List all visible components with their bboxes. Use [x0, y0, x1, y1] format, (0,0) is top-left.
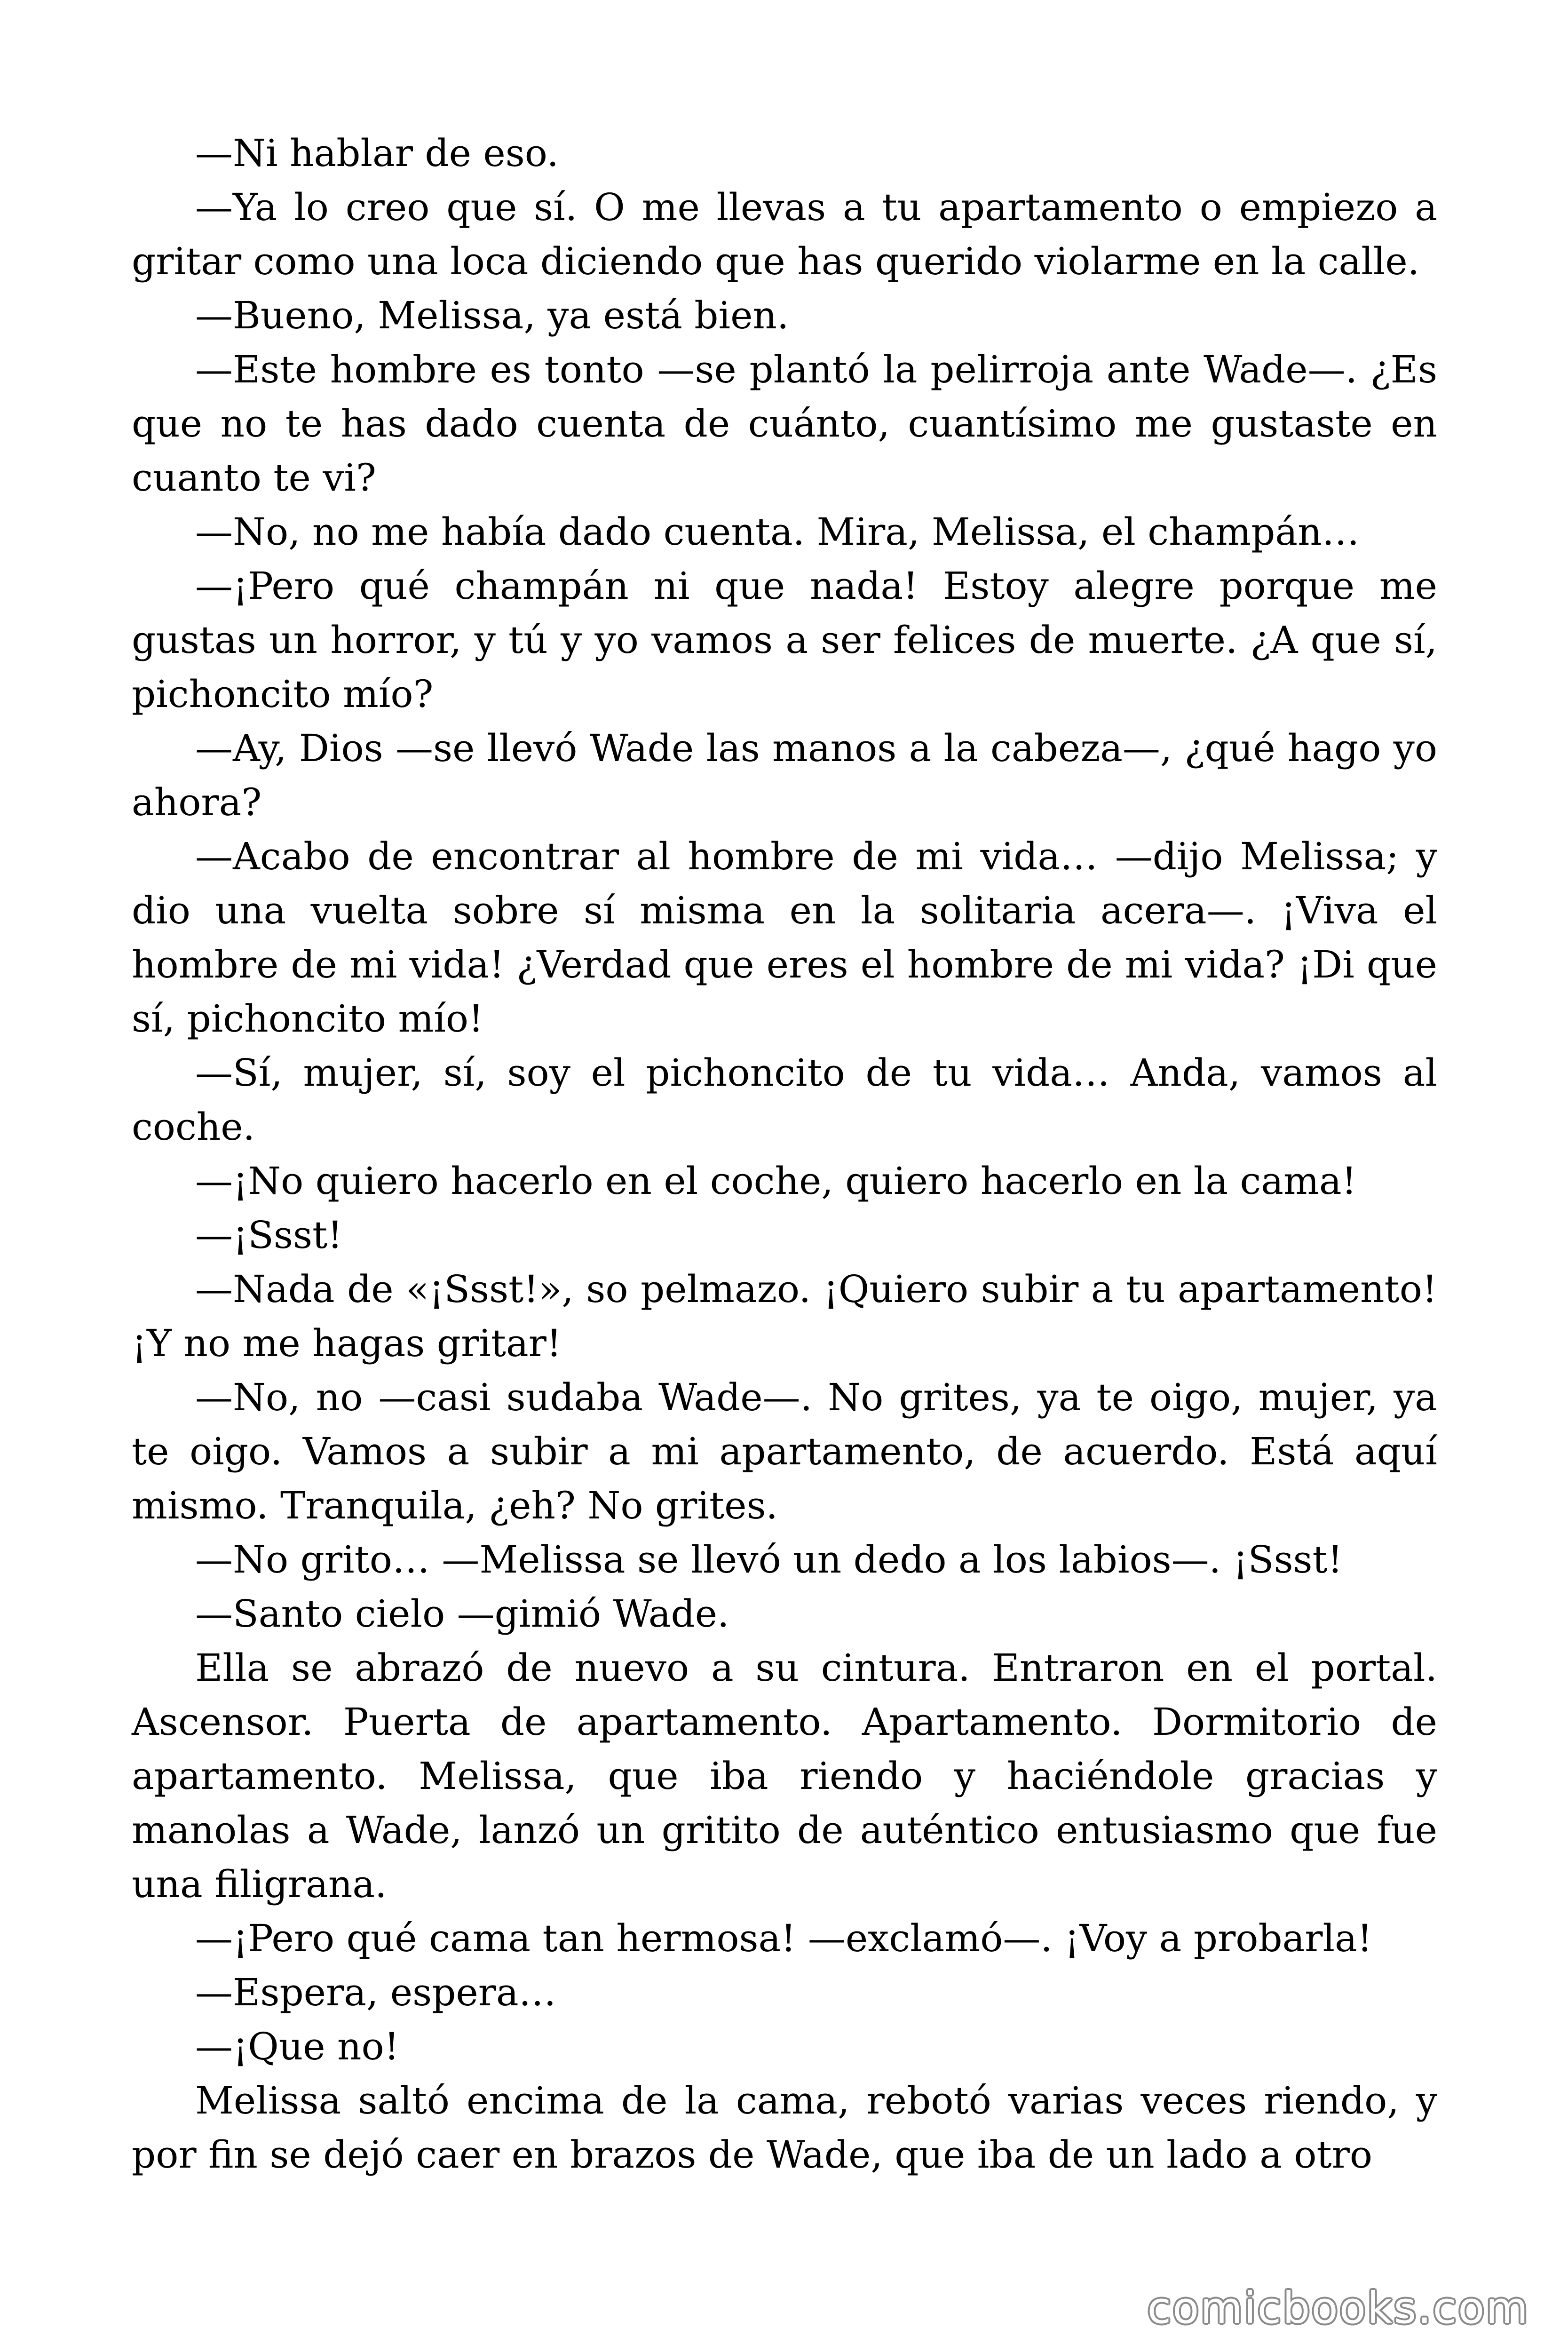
paragraph: —¡Pero qué champán ni que nada! Estoy alegre porque me gustas un horror, y tú y yo vamos a ser felices de muerte. ¿A que sí, pichoncito mío?	[132, 564, 1437, 716]
paragraph: —Sí, mujer, sí, soy el pichoncito de tu vida… Anda, vamos al coche.	[132, 1051, 1437, 1149]
paragraph: —¡Ssst!	[195, 1213, 343, 1257]
paragraph: —Este hombre es tonto —se plantó la pelirroja ante Wade—. ¿Es que no te has dado cuenta de cuánto, cuantísimo me gustaste en cuanto te vi?	[132, 348, 1437, 500]
paragraph: —Bueno, Melissa, ya está bien.	[195, 294, 789, 337]
paragraph: —Ay, Dios —se llevó Wade las manos a la cabeza—, ¿qué hago yo ahora?	[132, 726, 1437, 824]
paragraph: —¡Que no!	[195, 2025, 399, 2068]
paragraph: Melissa saltó encima de la cama, rebotó varias veces riendo, y por fin se dejó caer en brazos de Wade, que iba de un lado a otro	[132, 2079, 1437, 2177]
paragraph: —Ni hablar de eso.	[195, 131, 559, 175]
paragraph: —No grito… —Melissa se llevó un dedo a los labios—. ¡Ssst!	[195, 1538, 1343, 1581]
paragraph: —Santo cielo —gimió Wade.	[195, 1592, 729, 1636]
paragraph: —Acabo de encontrar al hombre de mi vida… —dijo Melissa; y dio una vuelta sobre sí misma en la solitaria acera—. ¡Viva el hombre de mi vida! ¿Verdad que eres el hombre de mi vida? ¡Di que sí, pichoncito mío!	[132, 834, 1437, 1041]
page-body	[132, 126, 1437, 2182]
paragraph: —¡No quiero hacerlo en el coche, quiero hacerlo en la cama!	[195, 1159, 1357, 1203]
paragraph: —No, no me había dado cuenta. Mira, Melissa, el champán…	[195, 510, 1360, 554]
paragraph: —Espera, espera…	[195, 1971, 556, 2014]
paragraph: —Nada de «¡Ssst!», so pelmazo. ¡Quiero subir a tu apartamento! ¡Y no me hagas gritar!	[132, 1267, 1437, 1365]
paragraph: —Ya lo creo que sí. O me llevas a tu apartamento o empiezo a gritar como una loca diciendo que has querido violarme en la calle.	[132, 185, 1437, 283]
paragraph: —¡Pero qué cama tan hermosa! —exclamó—. ¡Voy a probarla!	[195, 1916, 1372, 1960]
paragraph: Ella se abrazó de nuevo a su cintura. Entraron en el portal. Ascensor. Puerta de apartamento. Apartamento. Dormitorio de apartamento. Melissa, que iba riendo y haciéndole gracias y manolas a Wade, lanzó un gritito de auténtico entusiasmo que fue una filigrana.	[132, 1646, 1437, 1906]
watermark: comicbooks.com	[1147, 2283, 1529, 2333]
paragraph: —No, no —casi sudaba Wade—. No grites, ya te oigo, mujer, ya te oigo. Vamos a subir a mi apartamento, de acuerdo. Está aquí mismo. Tranquila, ¿eh? No grites.	[132, 1375, 1437, 1527]
